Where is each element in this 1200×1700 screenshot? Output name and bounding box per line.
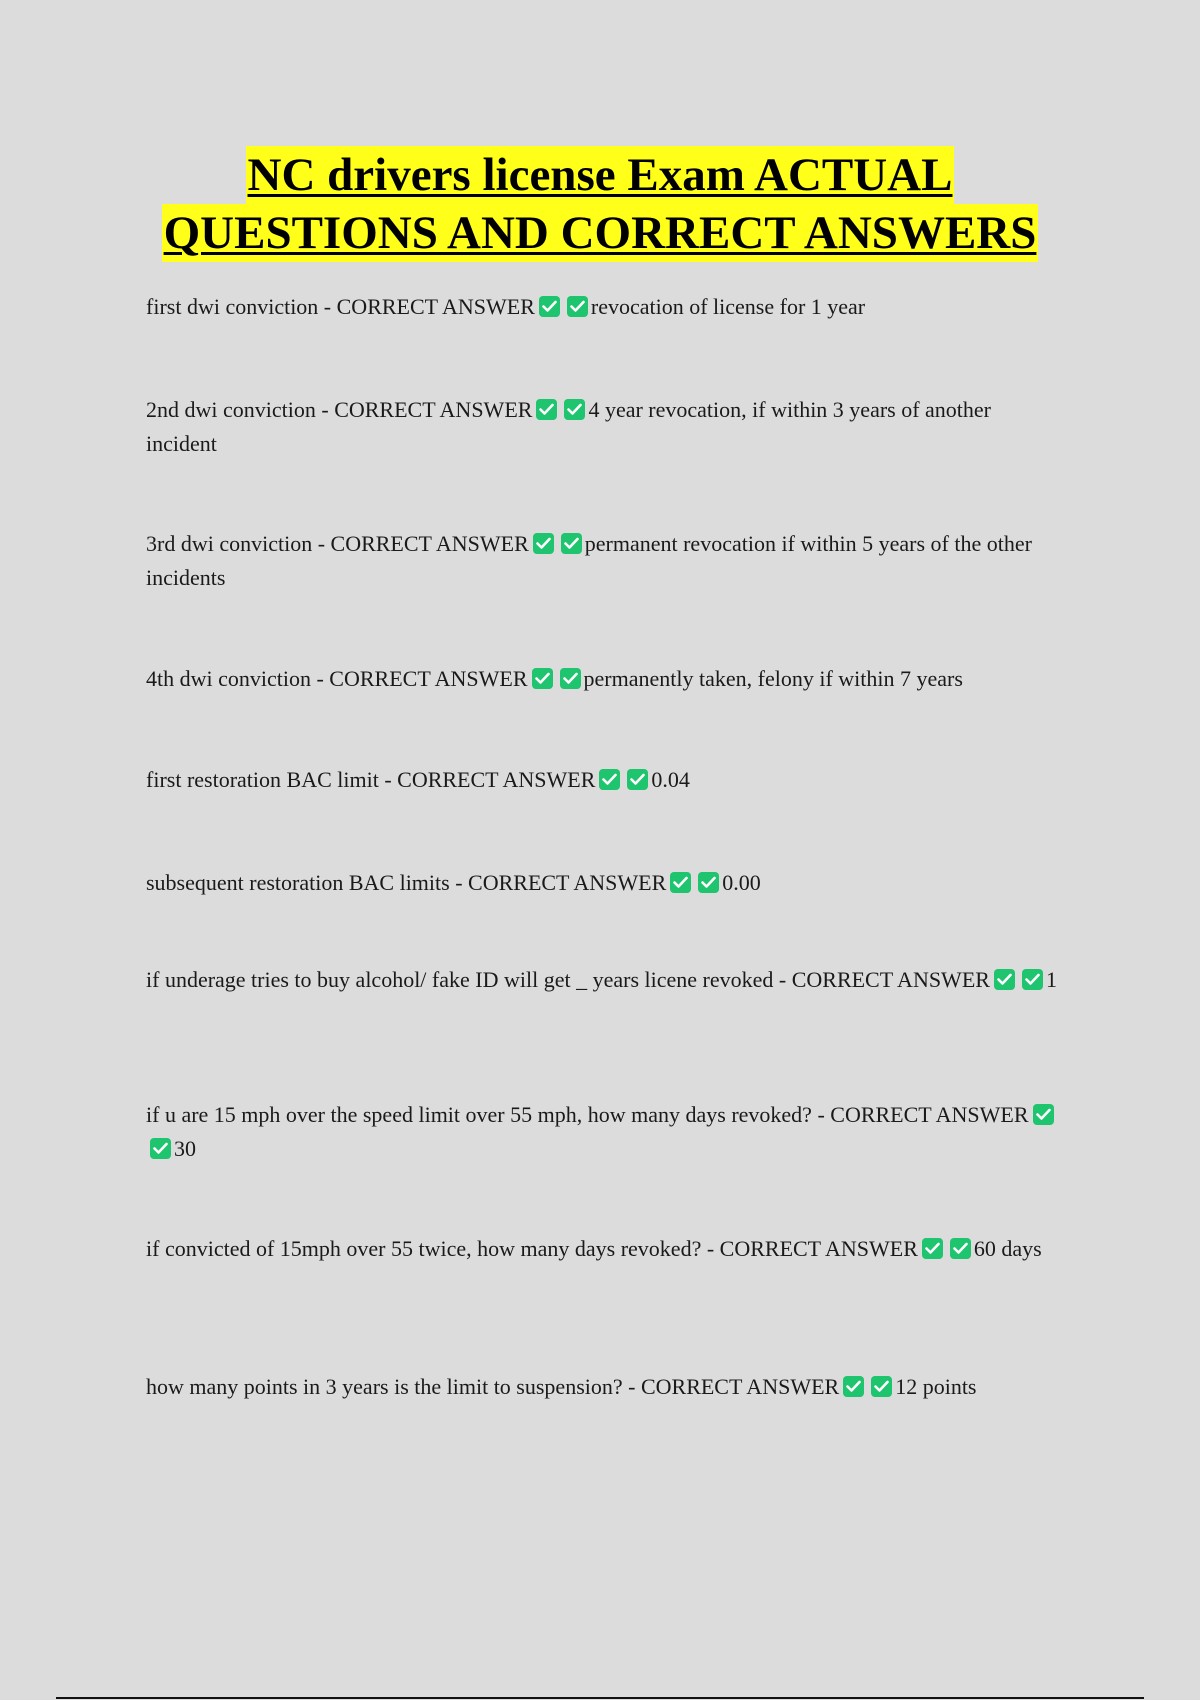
answer-text: 1 — [1045, 967, 1057, 992]
question-text: if u are 15 mph over the speed limit over 55 mph, how many days revoked? - CORRECT ANSWER — [146, 1102, 1029, 1127]
question-text: 3rd dwi conviction - CORRECT ANSWER — [146, 531, 529, 556]
qa-item — [146, 866, 1066, 900]
check-mark-icon — [843, 1376, 864, 1397]
qa-item — [146, 527, 1066, 595]
check-mark-icon — [1033, 1104, 1054, 1125]
check-mark-icon — [567, 296, 588, 317]
answer-text: permanently taken, felony if within 7 years — [583, 666, 963, 691]
check-mark-icon — [561, 533, 582, 554]
check-mark-icon — [698, 872, 719, 893]
qa-item — [146, 1098, 1066, 1166]
check-mark-icon — [532, 668, 553, 689]
answer-text: 4 year revocation, if within 3 years of another incident — [146, 397, 992, 456]
qa-item — [146, 1370, 1066, 1404]
check-mark-icon — [536, 399, 557, 420]
answer-text: 60 days — [973, 1236, 1042, 1261]
document-title — [0, 146, 1200, 262]
check-mark-icon — [533, 533, 554, 554]
answer-text: revocation of license for 1 year — [590, 294, 866, 319]
check-mark-icon — [539, 296, 560, 317]
qa-item — [146, 393, 1066, 461]
check-mark-icon — [599, 769, 620, 790]
answer-text: 30 — [174, 1136, 196, 1161]
check-mark-icon — [994, 969, 1015, 990]
question-text: 2nd dwi conviction - CORRECT ANSWER — [146, 397, 533, 422]
qa-item — [146, 290, 1066, 324]
check-mark-icon — [922, 1238, 943, 1259]
qa-item — [146, 963, 1066, 997]
question-text: subsequent restoration BAC limits - CORRECT ANSWER — [146, 870, 667, 895]
check-mark-icon — [1022, 969, 1043, 990]
qa-item — [146, 763, 1066, 797]
title-line-1: NC drivers license Exam ACTUAL — [246, 146, 955, 204]
check-mark-icon — [950, 1238, 971, 1259]
answer-text: 0.04 — [651, 767, 690, 792]
question-text: 4th dwi conviction - CORRECT ANSWER — [146, 666, 528, 691]
check-mark-icon — [871, 1376, 892, 1397]
answer-text: 12 points — [895, 1374, 977, 1399]
check-mark-icon — [560, 668, 581, 689]
page-divider — [56, 1697, 1144, 1699]
answer-text: permanent revocation if within 5 years of the other incidents — [146, 531, 1032, 590]
question-text: how many points in 3 years is the limit to suspension? - CORRECT ANSWER — [146, 1374, 840, 1399]
check-mark-icon — [670, 872, 691, 893]
question-text: if underage tries to buy alcohol/ fake ID will get _ years licene revoked - CORRECT ANSWER — [146, 967, 990, 992]
answer-text: 0.00 — [722, 870, 761, 895]
question-text: if convicted of 15mph over 55 twice, how many days revoked? - CORRECT ANSWER — [146, 1236, 918, 1261]
check-mark-icon — [564, 399, 585, 420]
check-mark-icon — [150, 1138, 171, 1159]
check-mark-icon — [627, 769, 648, 790]
question-text: first restoration BAC limit - CORRECT ANSWER — [146, 767, 596, 792]
qa-item — [146, 1232, 1066, 1266]
question-text: first dwi conviction - CORRECT ANSWER — [146, 294, 535, 319]
title-line-2: QUESTIONS AND CORRECT ANSWERS — [162, 204, 1039, 262]
qa-item — [146, 662, 1066, 696]
